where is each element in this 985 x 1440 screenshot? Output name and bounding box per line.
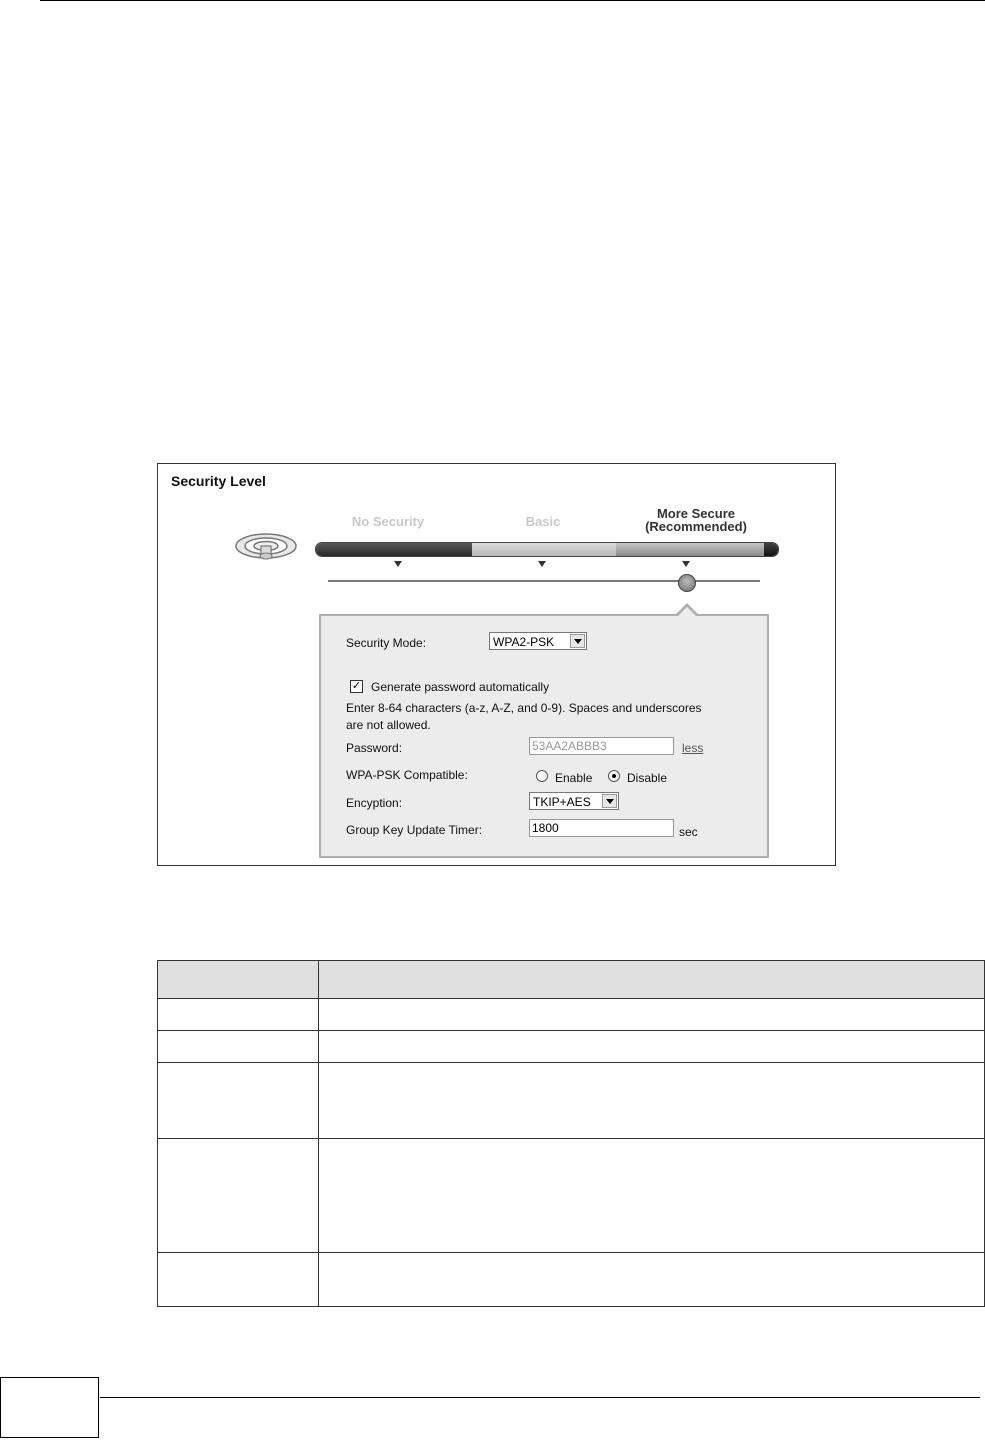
table-cell xyxy=(319,1253,985,1307)
table-cell xyxy=(158,1031,319,1063)
table-cell xyxy=(158,961,319,999)
encryption-select[interactable] xyxy=(529,792,619,810)
level-more-secure[interactable] xyxy=(626,507,766,533)
password-hint-line2: are not allowed. xyxy=(346,718,431,732)
level-more-secure-label: More Secure xyxy=(656,506,736,521)
level-marker-no-security xyxy=(394,561,402,567)
password-label: Password: xyxy=(346,741,403,755)
encryption-label: Encyption: xyxy=(346,796,403,810)
table-cell xyxy=(319,1031,985,1063)
chevron-down-icon xyxy=(602,794,617,808)
settings-box xyxy=(319,614,769,858)
table-cell xyxy=(158,1253,319,1307)
security-level-bar xyxy=(315,542,779,557)
level-bar-segment-more-secure xyxy=(616,543,764,556)
timer-unit: sec xyxy=(679,825,698,839)
page-header-rule xyxy=(40,0,985,1)
chevron-down-icon xyxy=(570,634,585,648)
table-cell xyxy=(319,1139,985,1253)
security-slider-knob[interactable] xyxy=(678,574,696,592)
disable-radio[interactable] xyxy=(608,770,620,782)
wifi-router-icon xyxy=(230,520,302,570)
security-mode-value: WPA2-PSK xyxy=(493,635,555,649)
group-key-timer-label: Group Key Update Timer: xyxy=(346,823,483,837)
table-cell xyxy=(319,999,985,1031)
password-input[interactable]: 53AA2ABBB3 xyxy=(529,737,674,755)
level-bar-segment-basic xyxy=(472,543,616,556)
table-cell xyxy=(319,961,985,999)
level-bar-segment-none xyxy=(316,543,472,556)
enable-radio[interactable] xyxy=(536,770,548,782)
security-mode-select[interactable] xyxy=(489,632,587,650)
password-hint-line1: Enter 8-64 characters (a-z, A-Z, and 0-9). Spaces and underscores xyxy=(346,701,702,715)
table-cell xyxy=(158,999,319,1031)
table-row xyxy=(158,1031,985,1063)
level-no-security[interactable]: No Security xyxy=(351,514,425,529)
security-level-panel xyxy=(157,463,836,866)
settings-pointer-fill xyxy=(677,607,697,617)
level-bar-cap xyxy=(764,543,778,556)
enable-label: Enable xyxy=(555,771,593,785)
security-mode-label: Security Mode: xyxy=(346,636,427,650)
table-row xyxy=(158,1139,985,1253)
table-cell xyxy=(158,1063,319,1139)
disable-label: Disable xyxy=(627,771,668,785)
encryption-value: TKIP+AES xyxy=(533,795,591,809)
panel-title: Security Level xyxy=(171,473,266,489)
page-number-box xyxy=(0,1377,99,1438)
table-header-row xyxy=(158,961,985,999)
page-footer-rule xyxy=(100,1397,980,1398)
wpa-psk-label: WPA-PSK Compatible: xyxy=(346,768,468,782)
table-row xyxy=(158,1253,985,1307)
generate-password-label: Generate password automatically xyxy=(371,680,550,694)
description-table xyxy=(157,960,985,1307)
less-link[interactable]: less xyxy=(682,741,704,755)
level-basic[interactable]: Basic xyxy=(525,514,561,529)
table-cell xyxy=(158,1139,319,1253)
table-cell xyxy=(319,1063,985,1139)
level-marker-basic xyxy=(538,561,546,567)
generate-password-checkbox[interactable]: ✓ xyxy=(351,680,362,692)
table-row xyxy=(158,1063,985,1139)
group-key-timer-input[interactable]: 1800 xyxy=(529,819,674,837)
level-marker-more-secure xyxy=(682,561,690,567)
level-recommended-label: (Recommended) xyxy=(645,519,747,534)
table-row xyxy=(158,999,985,1031)
